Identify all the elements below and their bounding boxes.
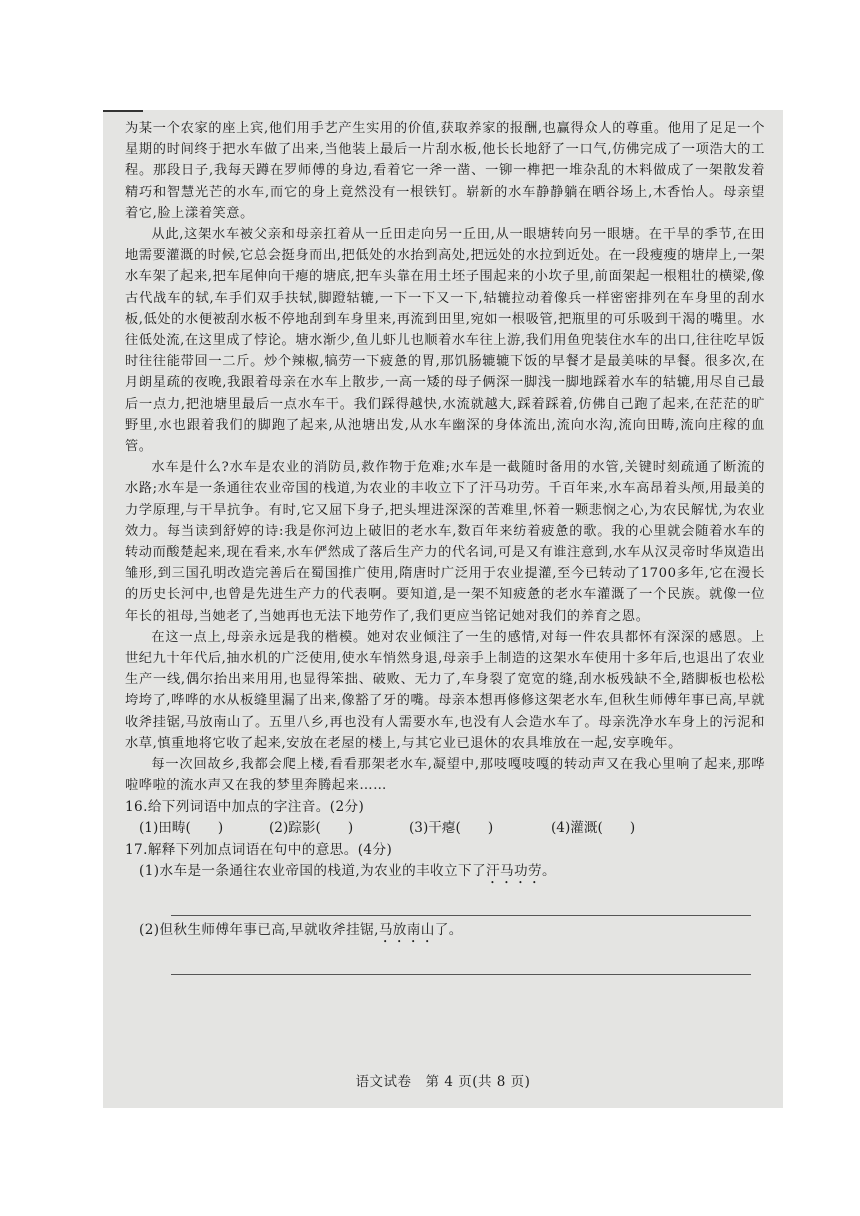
q17-s2-text: (2)但秋生师傅年事已高,早就收斧挂锯, [139, 922, 379, 938]
passage-paragraph-4: 在这一点上,母亲永远是我的楷模。她对农业倾注了一生的感情,对每一件农具都怀有深深的感恩。上世纪九十年代后,抽水机的广泛使用,使水车悄然身退,母亲手上制造的这架水车使用十多年后,也退出了农业生产一线,偶尔抬出来用用,也显得笨拙、破败、无力了,车身裂了宽宽的缝,刮水板残缺不全,踏脚板也松松垮垮了,哗哗的水从板缝里漏了出来,像豁了牙的嘴。母亲本想再修修这架老水车,但秋生师傅年事已高,早就收斧挂锯,马放南山了。五里八乡,再也没有人需要水车,也没有人会造水车了。母亲洗净水车身上的污泥和水草,慎重地将它收了起来,安放在老屋的楼上,与其它业已退休的农具堆放在一起,安享晚年。 [125, 629, 765, 751]
q17-s1-text: (1)水车是一条通往农业帝国的栈道,为农业的丰收立下了 [139, 863, 487, 879]
q16-item-1: (1)田畴( ) [139, 820, 224, 836]
q17-sentence-1 [125, 861, 765, 887]
q17-s1-end: 。 [542, 863, 557, 879]
page-footer: 语文试卷 第 4 页(共 8 页) [355, 1074, 531, 1090]
question-17-stem: 17.解释下列加点词语在句中的意思。(4分) [125, 841, 393, 858]
passage-paragraph-5: 每一次回故乡,我都会爬上楼,看看那架老水车,凝望中,那吱嘎吱嘎的转动声又在我心里响了起来,那哗啦哗啦的流水声又在我的梦里奔腾起来…… [125, 757, 765, 794]
exam-page-photo [103, 110, 783, 1108]
question-16-items [125, 818, 765, 840]
question-16-stem: 16.给下列词语中加点的字注音。(2分) [125, 798, 365, 815]
passage-paragraph-3: 水车是什么?水车是农业的消防员,救作物于危难;水车是一截随时备用的水管,关键时刻疏通了断流的水路;水车是一条通往农业帝国的栈道,为农业的丰收立下了汗马功劳。千百年来,水车高昂着头颅,用最美的力学原理,与干旱抗争。有时,它又屈下身子,把头埋进深深的苦难里,怀着一颗悲悯之心,为农民解忧,为农业效力。每当读到舒婷的诗:我是你河边上破旧的老水车,数百年来纺着疲惫的歌。我的心里就会随着水车的转动而酸楚起来,现在看来,水车俨然成了落后生产力的代名词,可是又有谁注意到,水车从汉灵帝时华岚造出雏形,到三国孔明改造完善后在蜀国推广使用,隋唐时广泛用于农业提灌,至今已转动了1700多年,它在漫长的历史长河中,也曾是先进生产力的代表啊。要知道,是一架不知疲惫的老水车灌溉了一个民族。就像一位年长的祖母,当她老了,当她再也无法下地劳作了,我们更应当铭记她对我们的养育之恩。 [125, 460, 765, 624]
passage-paragraph-1: 为某一个农家的座上宾,他们用手艺产生实用的价值,获取养家的报酬,也赢得众人的尊重。他用了足足一个星期的时间终于把水车做了出来,当他装上最后一片刮水板,他长长地舒了一口气,仿佛完成了一项浩大的工程。那段日子,我每天蹲在罗师傅的身边,看着它一斧一凿、一铆一榫把一堆杂乱的木料做成了一架散发着精巧和智慧光芒的水车,而它的身上竟然没有一根铁钉。崭新的水车静静躺在晒谷场上,木香怡人。母亲望着它,脸上漾着笑意。 [125, 121, 765, 221]
q16-item-4: (4)灌溉( ) [551, 820, 636, 836]
q17-s2-end: 了。 [434, 922, 463, 938]
q16-item-3: (3)干瘪( ) [409, 820, 494, 836]
q16-item-2: (2)踪影( ) [269, 820, 354, 836]
q17-sentence-2 [125, 920, 765, 946]
answer-line-2[interactable] [171, 974, 751, 975]
passage-paragraph-2: 从此,这架水车被父亲和母亲扛着从一丘田走向另一丘田,从一眼塘转向另一眼塘。在干旱的季节,在田地需要灌溉的时候,它总会挺身而出,把低处的水抬到高处,把远处的水拉到近处。在一段瘦瘦的塘岸上,一架水车架了起来,把车尾伸向干瘪的塘底,把车头靠在用土坯子围起来的小坎子里,前面架起一根粗壮的横梁,像古代战车的轼,车手们双手扶轼,脚蹬轱辘,一下一下又一下,轱辘拉动着像兵一样密密排列在车身里的刮水板,低处的水便被刮水板不停地刮到车身里来,再流到田里,宛如一根吸管,把瓶里的可乐吸到干渴的嘴里。水往低处流,在这里成了悖论。塘水渐少,鱼儿虾儿也顺着水车往上游,我们用鱼兜装住水车的出口,往往吃早饭时往往能带回一二斤。炒个辣椒,犒劳一下疲惫的胃,那饥肠辘辘下饭的早餐才是最美味的早餐。很多次,在月朗星疏的夜晚,我跟着母亲在水车上散步,一高一矮的母子俩深一脚浅一脚地踩着水车的轱辘,用尽自己最后一点力,把池塘里最后一点水车干。我们踩得越快,水流就越大,踩着踩着,仿佛自己跑了起来,在茫茫的旷野里,水也跟着我们的脚跑了起来,从池塘出发,从水车幽深的身体流出,流向水沟,流向田畴,流向庄稼的血管。 [125, 227, 765, 455]
q17-s2-dotted: 马放南山 [378, 922, 435, 938]
q17-s1-dotted: 汗马功劳 [486, 863, 543, 879]
corner-mark [103, 110, 143, 112]
